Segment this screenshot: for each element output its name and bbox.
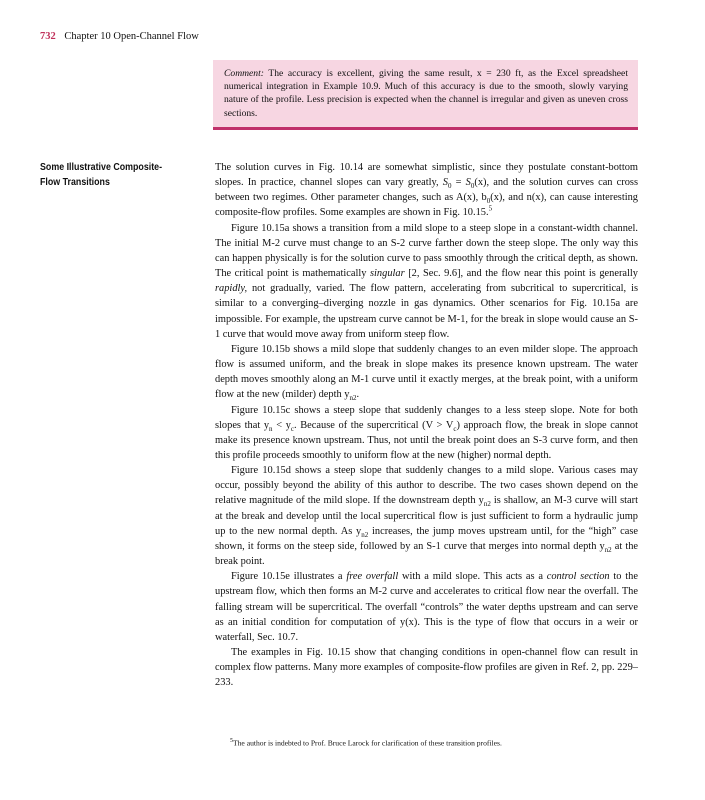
paragraph-4: Figure 10.15c shows a steep slope that suddenly changes to a less steep slope. Note for both slopes that $y_n < y_c$. Because of the supercritical $(V > V_c)$ approach flow, the break in slope cannot make its presence known upstream. Thus, not until the break point does an S-3 curve form, and then this profile proceeds smoothly to uniform flow at the new (higher) normal depth.: [215, 404, 638, 461]
footnote-ref: 5: [488, 205, 493, 213]
page-number: 732: [40, 31, 56, 42]
footnote-text: The author is indebted to Prof. Bruce Larock for clarification of these transition profiles.: [233, 738, 502, 748]
comment-box: [213, 60, 638, 130]
section-title: Some Illustrative Composite-Flow Transitions: [40, 162, 163, 188]
paragraph-5: Figure 10.15d shows a steep slope that suddenly changes to a mild slope. Various cases may occur, possibly beyond the ability of this author to describe. The two cases shown depend on the relative magnitude of the mild slope. If the downstream depth $y_{n2}$ is shallow, an M-3 curve will start at the break and develop until the local supercritical flow is just sufficient to form a hydraulic jump up to the new normal depth. As $y_{n2}$ increases, the jump moves upstream until, for the “high” case shown, it forms on the steep side, followed by an S-1 curve that merges into normal depth $y_{n2}$ at the break point.: [215, 465, 639, 568]
comment-text: The accuracy is excellent, giving the same result, x = 230 ft, as the Excel spreadsheet numerical integration in Example 10.9. Much of this accuracy is due to the smooth, slowly varying nature of the profile. Less precision is expected when the channel is irregular and given as uneven cross sections.: [224, 68, 628, 119]
chapter-title: Chapter 10 Open-Channel Flow: [64, 31, 199, 42]
paragraph-7: The examples in Fig. 10.15 show that changing conditions in open-channel flow can result in complex flow patterns. Many more examples of composite-flow profiles are given in Ref. 2, pp. 229–233.: [215, 647, 638, 689]
body-text: [215, 160, 638, 690]
footnote: [230, 738, 502, 748]
footnote-mark: 5: [230, 738, 233, 744]
page-header: [40, 31, 199, 42]
paragraph-1: The solution curves in Fig. 10.14 are somewhat simplistic, since they postulate constant-bottom slopes. In practice, channel slopes can vary greatly, $S_0 = S_0(x)$, and the solution curves can cross between two regimes. Other parameter changes, such as A(x), $b_0(x)$, and n(x), can cause interesting composite-flow profiles. Some examples are shown in Fig. 10.15.$^5$: [215, 162, 639, 219]
paragraph-2: Figure 10.15a shows a transition from a mild slope to a steep slope in a constant-width channel. The initial M-2 curve must change to an S-2 curve farther down the steep slope. The only way this can happen physically is for the solution curve to pass smoothly through the critical depth, as shown. The critical point is mathematically singular [2, Sec. 9.6], and the flow near this point is generally rapidly, not gradually, varied. The flow pattern, accelerating from subcritical to supercritical, is similar to a converging–diverging nozzle in gas dynamics. Other scenarios for Fig. 10.15a are impossible. For example, the upstream curve cannot be M-1, for the break in slope would cause an S-1 curve that would move away from uniform steep flow.: [215, 222, 638, 340]
paragraph-3: Figure 10.15b shows a mild slope that suddenly changes to an even milder slope. The approach flow is assumed uniform, and the break in slope makes its presence known upstream. The water depth moves smoothly along an M-1 curve until it exactly merges, at the break point, with a uniform flow at the new (milder) depth $y_{n2}$.: [215, 343, 638, 403]
comment-lead: Comment:: [224, 68, 264, 79]
paragraph-6: Figure 10.15e illustrates a free overfall with a mild slope. This acts as a control section to the upstream flow, which then forms an M-2 curve and accelerates to critical flow near the overfall. The falling stream will be supercritical. The overfall “controls” the water depths upstream and can serve as an initial condition for computation of y(x). This is the type of flow that occurs in a weir or waterfall, Sec. 10.7.: [215, 571, 638, 643]
